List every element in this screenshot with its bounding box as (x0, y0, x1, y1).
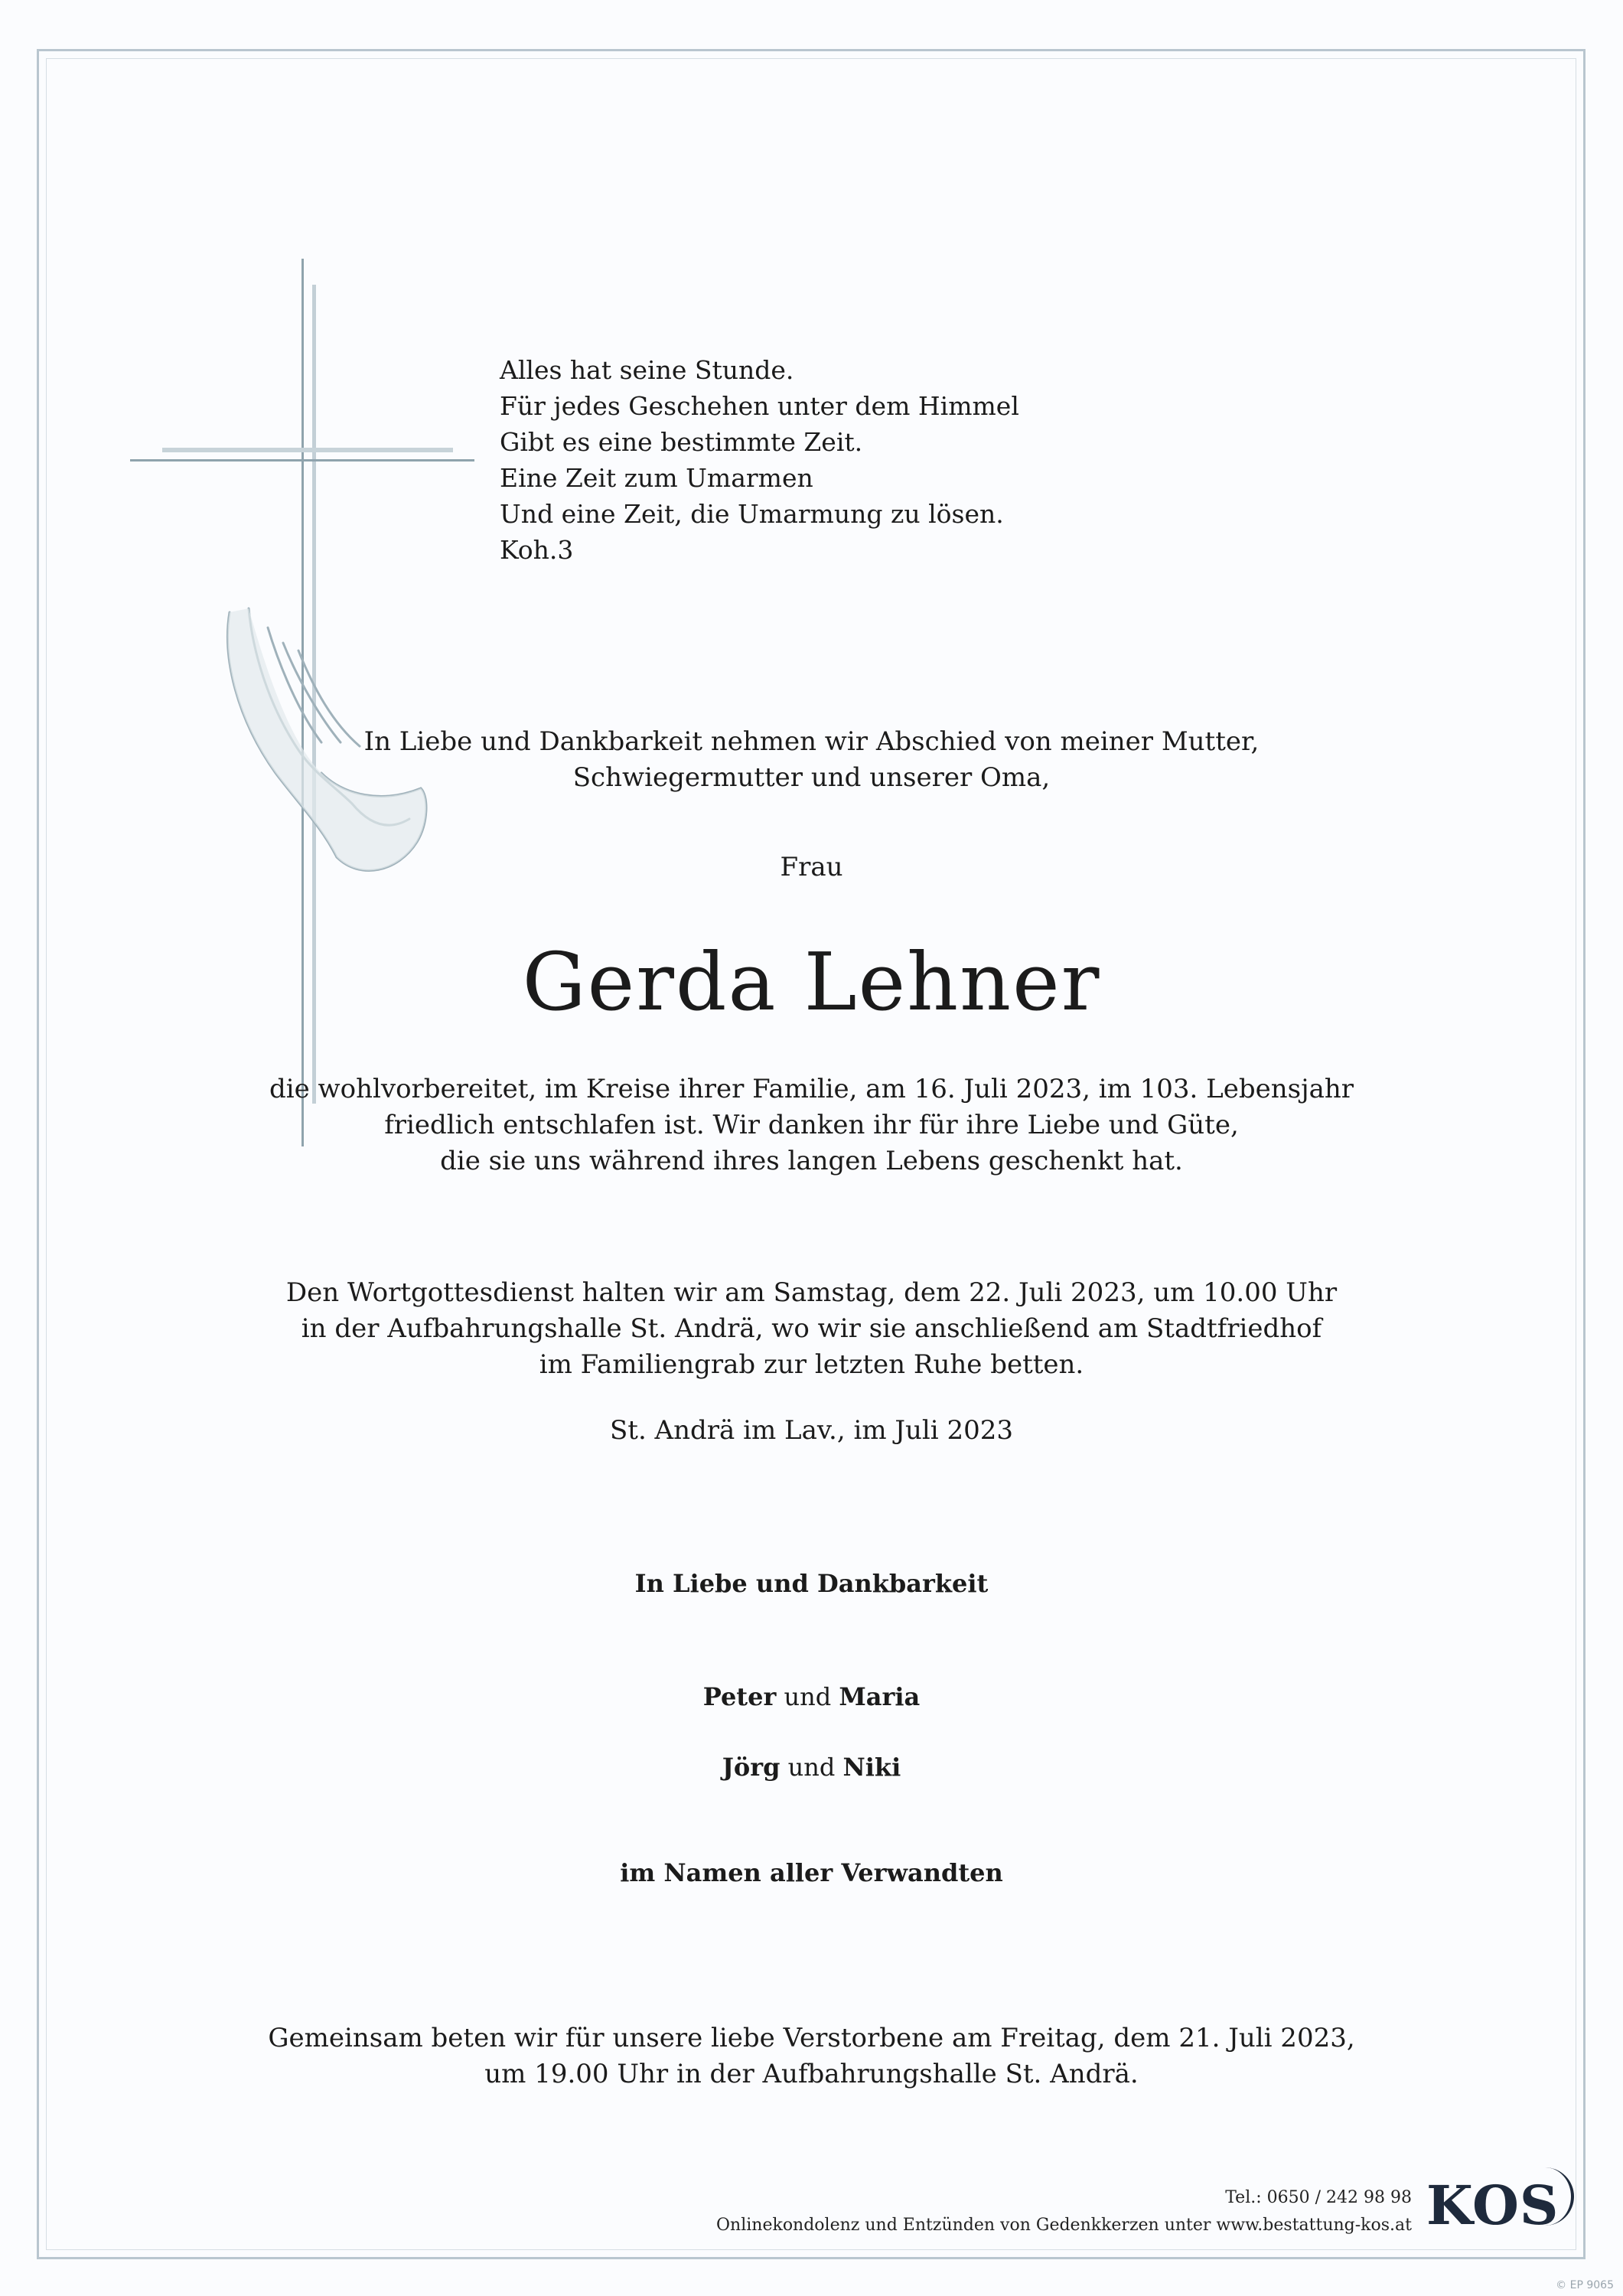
cross-horizontal-bar (130, 459, 474, 461)
poem-line: Eine Zeit zum Umarmen (500, 463, 813, 493)
poem-line: Für jedes Geschehen unter dem Himmel (500, 391, 1019, 421)
poem-line: Und eine Zeit, die Umarmung zu lösen. (500, 499, 1004, 529)
intro-text (0, 724, 1623, 796)
prayer-line: um 19.00 Uhr in der Aufbahrungshalle St. Andrä. (484, 2059, 1139, 2089)
relatives-line: im Namen aller Verwandten (620, 1858, 1003, 1887)
family-member: Jörg (722, 1753, 781, 1782)
poem-line: Alles hat seine Stunde. (500, 355, 794, 385)
prayer-line: Gemeinsam beten wir für unsere liebe Verstorbene am Freitag, dem 21. Juli 2023, (268, 2023, 1355, 2053)
kos-logo: KOS (1426, 2174, 1559, 2237)
about-line: die wohlvorbereitet, im Kreise ihrer Familie, am 16. Juli 2023, im 103. Lebensjahr (269, 1074, 1354, 1104)
cross-horizontal-shadow (162, 448, 453, 452)
family-line (0, 1750, 1623, 1786)
place-date: St. Andrä im Lav., im Juli 2023 (609, 1415, 1014, 1446)
salutation: Frau (780, 852, 843, 882)
poem (500, 352, 1019, 568)
prayer-info (0, 2020, 1623, 2092)
footer-online-condolence: Onlinekondolenz und Entzünden von Gedenkkerzen unter www.bestattung-kos.at (716, 2216, 1412, 2235)
family-line (0, 1679, 1623, 1715)
family-member: Peter (702, 1682, 777, 1711)
service-line: in der Aufbahrungshalle St. Andrä, wo wir sie anschließend am Stadtfriedhof (301, 1313, 1322, 1344)
service-line: im Familiengrab zur letzten Ruhe betten. (539, 1349, 1084, 1380)
mourners-heading: In Liebe und Dankbarkeit (634, 1569, 989, 1598)
service-info (0, 1275, 1623, 1383)
poem-line: Gibt es eine bestimmte Zeit. (500, 427, 863, 457)
family-conjunction: und (787, 1753, 836, 1782)
family-member: Niki (842, 1753, 901, 1782)
print-code: © EP 9065 (1556, 2279, 1614, 2291)
footer-phone: Tel.: 0650 / 242 98 98 (1225, 2188, 1412, 2207)
service-line: Den Wortgottesdienst halten wir am Samstag, dem 22. Juli 2023, um 10.00 Uhr (285, 1277, 1338, 1308)
footer (716, 2184, 1412, 2239)
family-conjunction: und (784, 1682, 832, 1711)
about-line: die sie uns während ihres langen Lebens geschenkt hat. (440, 1146, 1183, 1176)
poem-source: Koh.3 (500, 535, 574, 565)
about-line: friedlich entschlafen ist. Wir danken ihr für ihre Liebe und Güte, (384, 1110, 1239, 1140)
death-notice-text (0, 1071, 1623, 1179)
intro-line: In Liebe und Dankbarkeit nehmen wir Abschied von meiner Mutter, (363, 726, 1260, 757)
family-member: Maria (839, 1682, 921, 1711)
intro-line: Schwiegermutter und unserer Oma, (572, 762, 1051, 793)
deceased-name: Gerda Lehner (522, 935, 1101, 1029)
